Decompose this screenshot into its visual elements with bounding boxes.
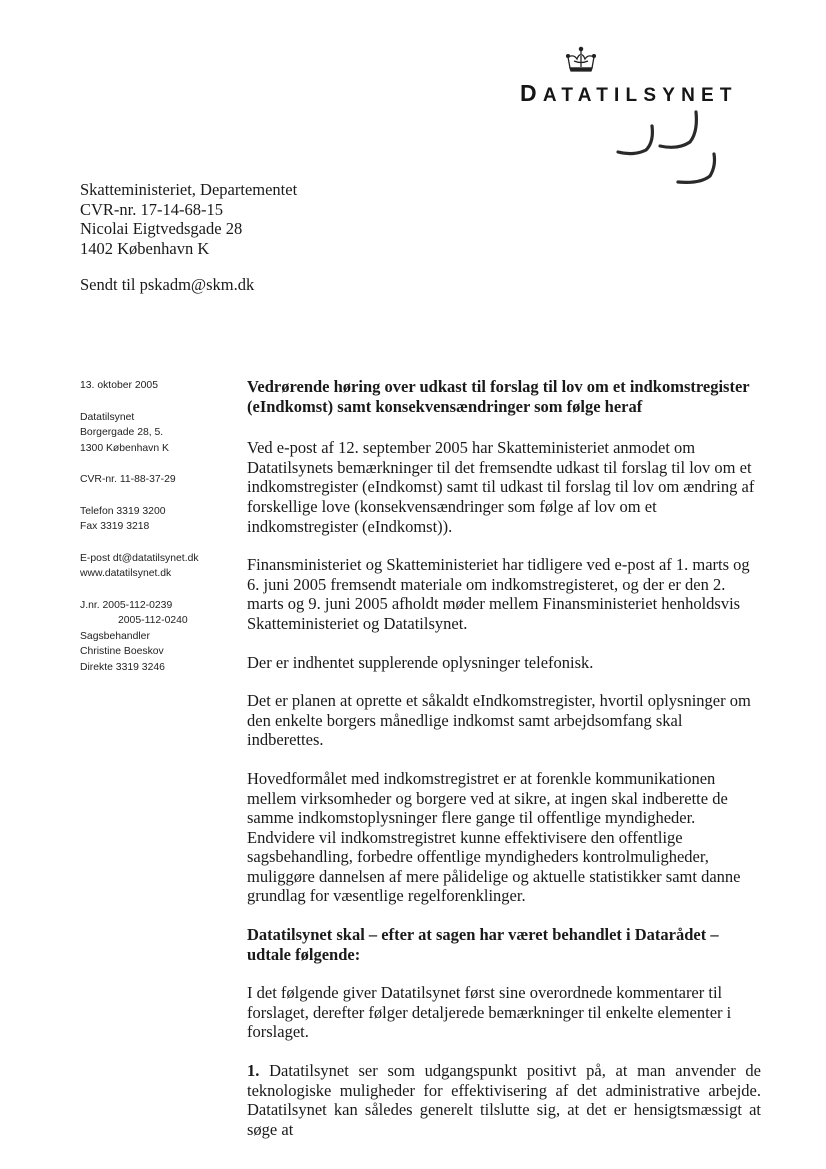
letter-subject: Vedrørende høring over udkast til forslag til lov om et indkomstregister (eIndkomst) samt konsekvensændringer som følge heraf xyxy=(247,377,750,416)
recipient-address xyxy=(80,180,297,258)
sender-email: E-post dt@datatilsynet.dk xyxy=(80,552,199,564)
handler-name: Christine Boeskov xyxy=(80,646,164,657)
paragraph-number: 1. xyxy=(247,1061,260,1081)
handler-label: Sagsbehandler xyxy=(80,630,150,642)
sender-fax: Fax 3319 3218 xyxy=(80,521,150,532)
sender-sidebar xyxy=(80,378,240,675)
recipient-line: CVR-nr. 17-14-68-15 xyxy=(80,199,223,219)
body-paragraph: Ved e-post af 12. september 2005 har Skatteministeriet anmodet om Datatilsynets bemærkninger til det fremsendte udkast til forslag til lov om et indkomstregister (eIndkomst) samt til udkast til forslag til lov om ændring af forskellige love (konsekvensændringer som følge af lov om et indkomstregister (eIndkomst)). xyxy=(247,438,755,536)
journal-number-2: 2005-112-0240 xyxy=(118,615,188,626)
sent-to: Sendt til pskadm@skm.dk xyxy=(80,275,255,294)
datatilsynet-logo: DATATILSYNET xyxy=(520,80,738,106)
journal-number: J.nr. 2005-112-0239 xyxy=(80,599,173,611)
crown-icon xyxy=(565,46,597,76)
recipient-line: Nicolai Eigtvedsgade 28 xyxy=(80,219,243,238)
sender-web: www.datatilsynet.dk xyxy=(80,568,172,579)
numbered-paragraph: 1. Datatilsynet ser som udgangspunkt positivt på, at man anvender de teknologiske muligheder for effektivisering af det administrative arbejde. Datatilsynet kan således generelt tilslutte sig, at det er hensigtsmæssigt at søge at xyxy=(247,1061,761,1139)
sender-street: Borgergade 28, 5. xyxy=(80,427,164,438)
body-paragraph: I det følgende giver Datatilsynet først sine overordnede kommentarer til forslaget, derefter følger detaljerede bemærkninger til enkelte elementer i forslaget. xyxy=(247,983,732,1042)
sender-phone: Telefon 3319 3200 xyxy=(80,505,166,517)
body-paragraph: Hovedformålet med indkomstregistret er at forenkle kommunikationen mellem virksomheder og borgere ved at sikre, at ingen skal indberette de samme indkomstoplysninger flere gange til offentlige myndigheder. Endvidere vil indkomstregistret kunne effektivisere den offentlige sagsbehandling, forbedre offentlige myndigheders kontrolmuligheder, muliggøre dannelsen af mere pålidelige og aktuelle statistikker samt danne grundlag for væsentlige regelforenklinger. xyxy=(247,768,741,906)
sender-cvr: CVR-nr. 11-88-37-29 xyxy=(80,474,176,485)
handwritten-initials xyxy=(612,104,732,190)
body-paragraph: Det er planen at oprette et såkaldt eIndkomstregister, hvortil oplysninger om den enkelte borgers månedlige indkomst samt arbejdsomfang skal indberettes. xyxy=(247,691,751,750)
body-paragraph: Der er indhentet supplerende oplysninger telefonisk. xyxy=(247,652,594,672)
body-paragraph: Finansministeriet og Skatteministeriet har tidligere ved e-post af 1. marts og 6. juni 2005 fremsendt materiale om indkomstregisteret, og der er den 2. marts og 9. juni 2005 afholdt møder mellem Finansministeriet henholdsvis Skatteministeriet og Datatilsynet. xyxy=(247,555,750,633)
letter-body xyxy=(247,377,761,1158)
statement-heading: Datatilsynet skal – efter at sagen har været behandlet i Datarådet – udtale følgende: xyxy=(247,925,719,964)
direct-phone: Direkte 3319 3246 xyxy=(80,661,165,673)
recipient-line: Skatteministeriet, Departementet xyxy=(80,180,298,199)
sender-city: 1300 København K xyxy=(80,442,169,454)
sender-org: Datatilsynet xyxy=(80,411,135,423)
recipient-line: 1402 København K xyxy=(80,238,210,258)
letter-date: 13. oktober 2005 xyxy=(80,380,158,391)
